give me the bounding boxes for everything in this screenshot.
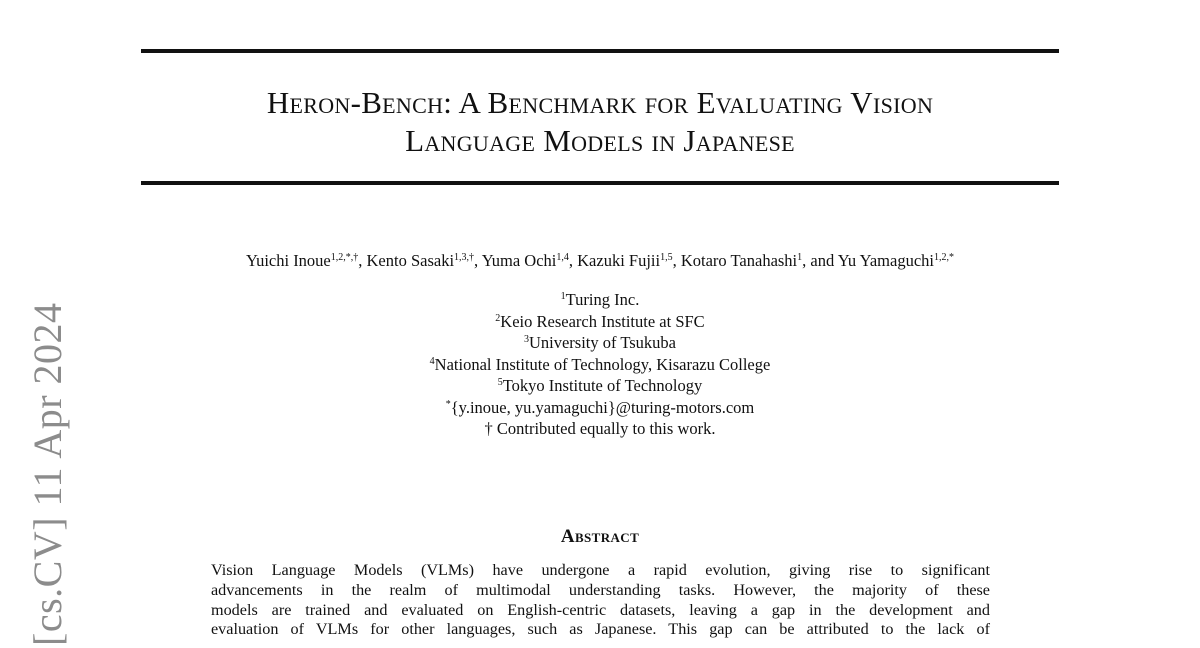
abstract-line: models are trained and evaluated on English-centric datasets, leaving a gap in the development and <box>211 600 990 619</box>
affiliation-line <box>300 311 900 333</box>
affiliation-list <box>300 289 900 440</box>
author-name: Yuma Ochi <box>481 251 557 270</box>
equal-contribution-note: † Contributed equally to this work. <box>484 419 716 438</box>
title-line: Language Models in Japanese <box>405 123 795 158</box>
affiliation-text: National Institute of Technology, Kisarazu College <box>434 354 771 374</box>
title-bottom-rule <box>141 181 1059 185</box>
affiliation-text: Turing Inc. <box>565 290 640 309</box>
author-affiliation-marks: 1,2,* <box>934 252 955 263</box>
contact-email-line <box>300 397 900 419</box>
title-top-rule <box>141 49 1059 53</box>
affiliation-text: Keio Research Institute at SFC <box>500 311 705 331</box>
author-name: Kotaro Tanahashi <box>680 251 798 270</box>
affiliation-mark: 2 <box>495 312 501 324</box>
author-name: Kento Sasaki <box>366 251 455 270</box>
affiliation-mark: 1 <box>560 291 566 302</box>
author-separator: , <box>568 251 578 270</box>
author-affiliation-marks: 1,4 <box>556 252 569 263</box>
author-final-separator: , and <box>802 251 838 270</box>
abstract-heading: Abstract <box>560 526 640 547</box>
affiliation-text: University of Tsukuba <box>528 333 677 352</box>
author-affiliation-marks: 1 <box>797 252 803 263</box>
author-name: Yu Yamaguchi <box>837 251 935 270</box>
abstract-line: advancements in the realm of multimodal understanding tasks. However, the majority of these <box>211 580 990 599</box>
author-separator: , <box>474 251 482 270</box>
affiliation-mark: 3 <box>523 334 529 345</box>
arxiv-stamp: [cs.CV] 11 Apr 2024 <box>25 302 70 646</box>
title-line: Heron-Bench: A Benchmark for Evaluating Vision <box>266 85 934 120</box>
author-separator: , <box>672 251 681 270</box>
paper-title <box>141 84 1059 160</box>
affiliation-line <box>300 354 900 376</box>
author-list <box>100 250 1100 272</box>
author-name: Yuichi Inoue <box>245 251 331 270</box>
author-affiliation-marks: 1,2,*,† <box>330 252 359 263</box>
author-name: Kazuki Fujii <box>577 251 661 270</box>
affiliation-line <box>300 375 900 397</box>
affiliation-line <box>300 289 900 311</box>
author-separator: , <box>358 251 367 270</box>
abstract-line: evaluation of VLMs for other languages, such as Japanese. This gap can be attributed to the lack of <box>211 620 990 639</box>
contact-email: {y.inoue, yu.yamaguchi}@turing-motors.com <box>450 397 755 417</box>
author-affiliation-marks: 1,3,† <box>454 252 475 263</box>
affiliation-mark: 4 <box>429 355 435 367</box>
affiliation-text: Tokyo Institute of Technology <box>502 376 703 395</box>
abstract-line: Vision Language Models (VLMs) have undergone a rapid evolution, giving rise to significant <box>211 561 990 579</box>
affiliation-line <box>300 332 900 354</box>
author-affiliation-marks: 1,5 <box>660 252 673 263</box>
affiliation-mark: * <box>445 398 451 410</box>
affiliation-mark: 5 <box>497 377 503 388</box>
abstract-body <box>211 561 990 640</box>
